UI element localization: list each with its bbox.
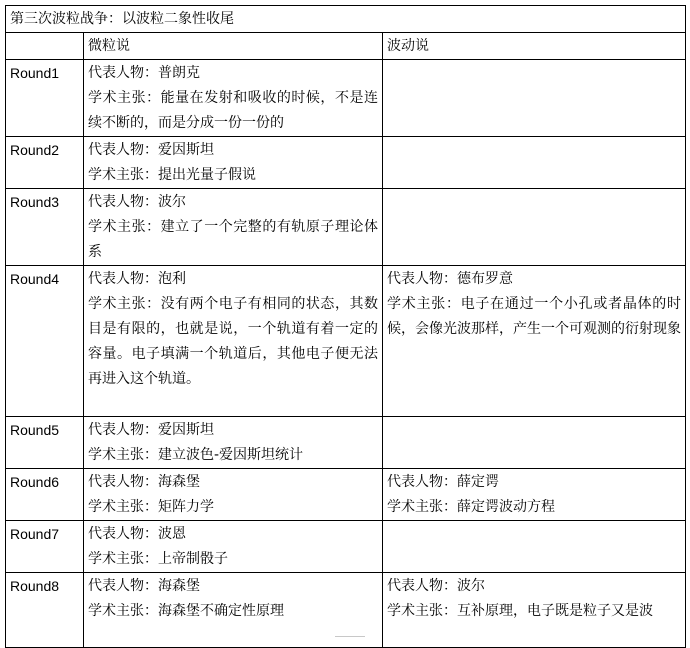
particle-rep: 代表人物：爱因斯坦	[88, 142, 214, 158]
wave-cell	[383, 137, 686, 189]
particle-claim: 学术主张：没有两个电子有相同的状态，其数目是有限的，也就是说，一个轨道有着一定的容量。电子填满一个轨道后，其他电子便无法再进入这个轨道。	[88, 296, 378, 387]
table-row	[6, 469, 686, 521]
particle-claim: 学术主张：海森堡不确定性原理	[88, 603, 284, 619]
table-row	[6, 521, 686, 573]
particle-cell	[84, 60, 383, 137]
table-row	[6, 137, 686, 189]
wave-claim: 学术主张：电子在通过一个小孔或者晶体的时候，会像光波那样，产生一个可观测的衍射现象	[387, 296, 682, 337]
particle-cell	[84, 469, 383, 521]
wave-rep: 代表人物：德布罗意	[387, 271, 513, 287]
round-label: Round3	[6, 189, 84, 266]
particle-claim: 学术主张：提出光量子假说	[88, 167, 256, 183]
wave-cell	[383, 189, 686, 266]
particle-rep: 代表人物：波恩	[88, 526, 186, 542]
round-label: Round5	[6, 417, 84, 469]
particle-rep: 代表人物：海森堡	[88, 578, 200, 594]
particle-cell	[84, 521, 383, 573]
header-wave: 波动说	[383, 33, 686, 60]
particle-rep: 代表人物：爱因斯坦	[88, 422, 214, 438]
wave-particle-table	[5, 5, 686, 648]
wave-cell	[383, 469, 686, 521]
round-label: Round7	[6, 521, 84, 573]
wave-cell	[383, 266, 686, 417]
particle-rep: 代表人物：波尔	[88, 194, 186, 210]
page-fold-mark	[335, 636, 365, 640]
round-label: Round2	[6, 137, 84, 189]
round-label: Round8	[6, 573, 84, 648]
wave-claim: 学术主张：薛定谔波动方程	[387, 499, 555, 515]
wave-cell	[383, 60, 686, 137]
wave-rep: 代表人物：波尔	[387, 578, 485, 594]
particle-rep: 代表人物：海森堡	[88, 474, 200, 490]
round-label: Round4	[6, 266, 84, 417]
particle-cell	[84, 137, 383, 189]
table-row	[6, 417, 686, 469]
round-label: Round6	[6, 469, 84, 521]
wave-cell	[383, 417, 686, 469]
particle-claim: 学术主张：上帝制骰子	[88, 551, 228, 567]
particle-cell	[84, 266, 383, 417]
title-row	[6, 6, 686, 33]
table-title: 第三次波粒战争：以波粒二象性收尾	[6, 6, 686, 33]
particle-rep: 代表人物：泡利	[88, 271, 186, 287]
header-particle: 微粒说	[84, 33, 383, 60]
particle-claim: 学术主张：建立波色-爱因斯坦统计	[88, 447, 304, 463]
header-row	[6, 33, 686, 60]
particle-claim: 学术主张：矩阵力学	[88, 499, 214, 515]
wave-cell	[383, 521, 686, 573]
header-round	[6, 33, 84, 60]
particle-claim: 学术主张：建立了一个完整的有轨原子理论体系	[88, 219, 378, 260]
table-row	[6, 189, 686, 266]
wave-cell	[383, 573, 686, 648]
particle-claim: 学术主张：能量在发射和吸收的时候，不是连续不断的，而是分成一份一份的	[88, 90, 378, 131]
wave-claim: 学术主张：互补原理，电子既是粒子又是波	[387, 603, 653, 619]
particle-rep: 代表人物：普朗克	[88, 65, 200, 81]
table-row	[6, 60, 686, 137]
wave-rep: 代表人物：薛定谔	[387, 474, 499, 490]
table-row	[6, 266, 686, 417]
round-label: Round1	[6, 60, 84, 137]
particle-cell	[84, 189, 383, 266]
particle-cell	[84, 417, 383, 469]
